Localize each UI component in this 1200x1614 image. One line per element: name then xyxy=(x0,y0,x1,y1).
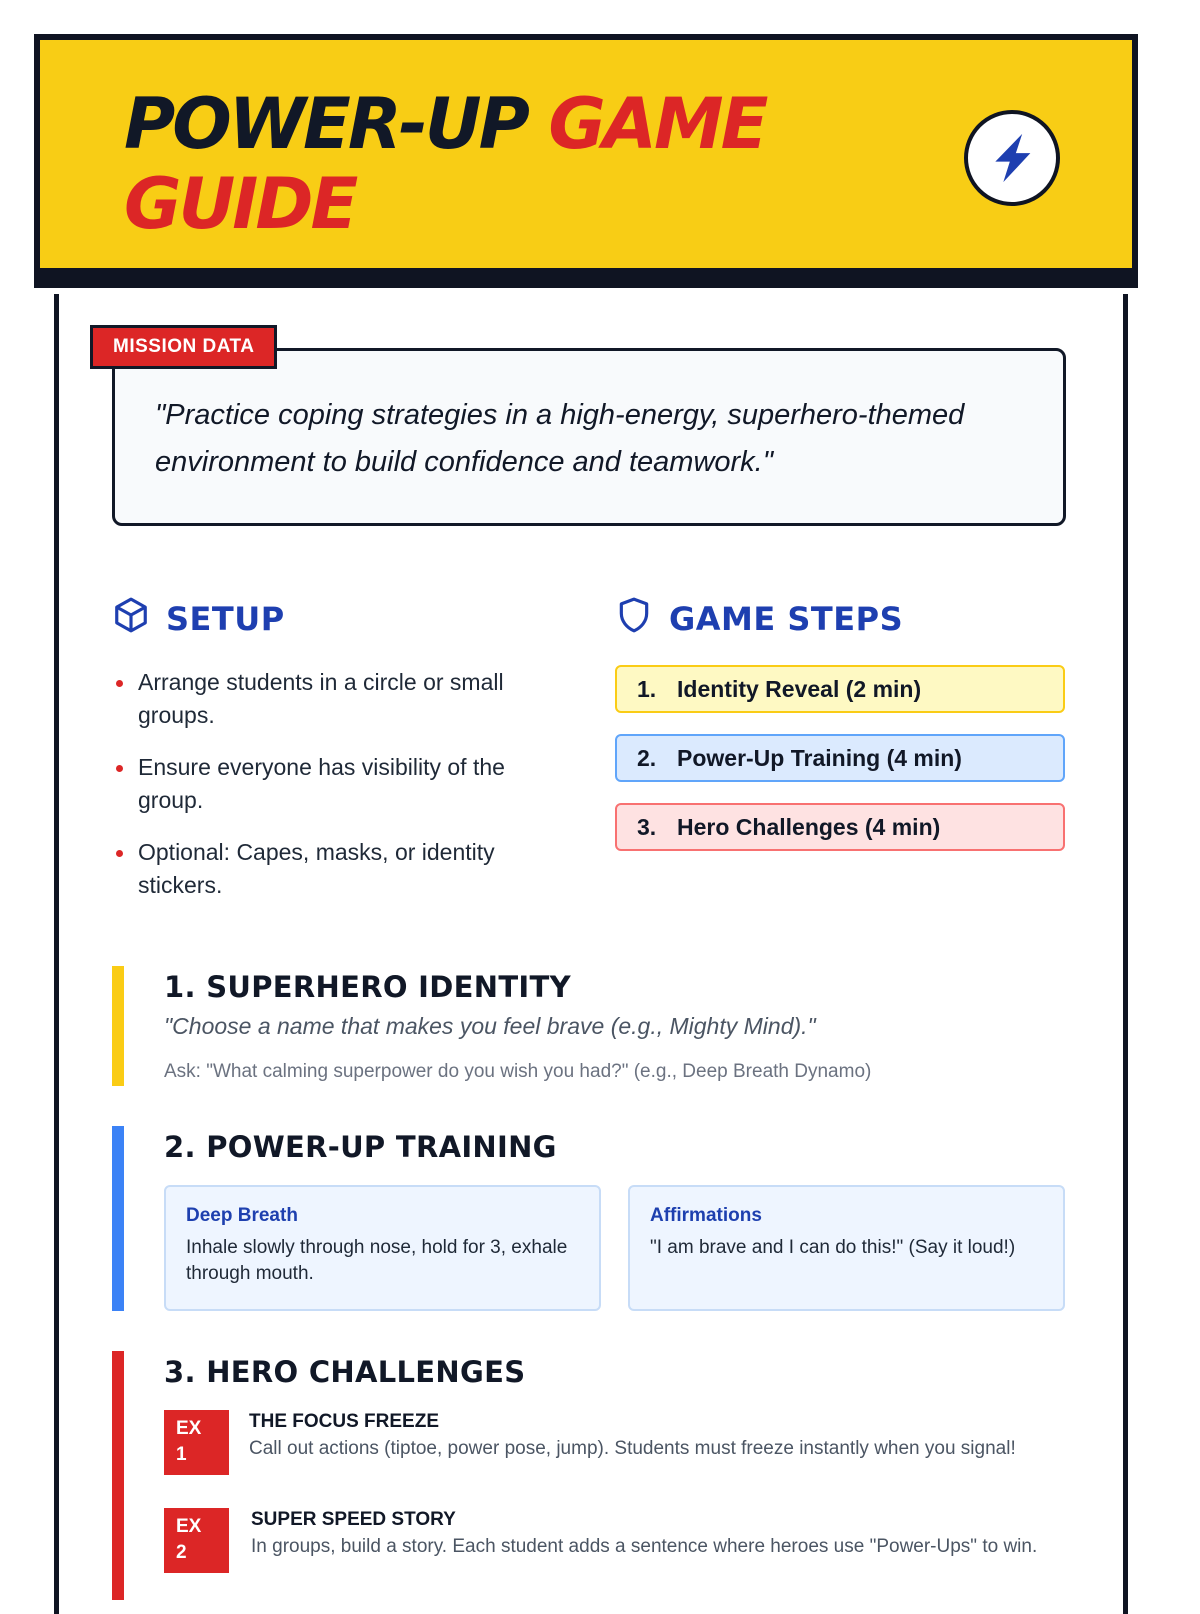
title-part-1: POWER-UP xyxy=(124,83,527,165)
step-label: Identity Reveal (2 min) xyxy=(677,675,922,702)
card-title: Affirmations xyxy=(650,1205,762,1226)
title-part-2: GAME GUIDE xyxy=(124,83,766,245)
identity-heading: 1. SUPERHERO IDENTITY xyxy=(164,970,571,1004)
challenge-desc-1: Call out actions (tiptoe, power pose, jump). Students must freeze instantly when you signal! xyxy=(249,1438,1016,1459)
list-item: Optional: Capes, masks, or identity stickers. xyxy=(112,836,552,902)
challenge-badge-2: EX 2 xyxy=(164,1508,229,1573)
bullet-dot xyxy=(116,680,123,687)
list-item: Arrange students in a circle or small groups. xyxy=(112,666,552,732)
game-step-1 xyxy=(615,665,1065,713)
bullet-dot xyxy=(116,850,123,857)
bullet-dot xyxy=(116,765,123,772)
page-title xyxy=(124,84,904,244)
setup-list xyxy=(112,666,552,921)
challenge-title-2: SUPER SPEED STORY xyxy=(251,1509,456,1530)
identity-ask: Ask: "What calming superpower do you wish you had?" (e.g., Deep Breath Dynamo) xyxy=(164,1061,872,1082)
cube-icon xyxy=(112,596,150,642)
setup-heading xyxy=(112,596,285,642)
step-number: 2. xyxy=(637,744,657,771)
setup-heading-label: SETUP xyxy=(166,600,285,638)
challenge-title-1: THE FOCUS FREEZE xyxy=(249,1411,440,1432)
card-title: Deep Breath xyxy=(186,1205,298,1226)
mission-quote: "Practice coping strategies in a high-energy, superhero-themed environment to build confidence and teamwork." xyxy=(155,399,965,478)
header-banner xyxy=(34,34,1138,274)
section-accent-bar-red xyxy=(112,1351,124,1600)
training-card-deep-breath xyxy=(164,1185,601,1311)
mission-tag: MISSION DATA xyxy=(90,325,277,369)
list-item: Ensure everyone has visibility of the group. xyxy=(112,751,552,817)
challenge-desc-2: In groups, build a story. Each student adds a sentence where heroes use "Power-Ups" to win. xyxy=(251,1536,1038,1557)
step-number: 3. xyxy=(637,813,657,840)
card-body: "I am brave and I can do this!" (Say it loud!) xyxy=(650,1237,1016,1258)
game-steps-heading xyxy=(615,596,903,642)
training-heading: 2. POWER-UP TRAINING xyxy=(164,1130,557,1164)
step-label: Hero Challenges (4 min) xyxy=(677,813,941,840)
training-card-affirmations xyxy=(628,1185,1065,1311)
identity-quote: "Choose a name that makes you feel brave (e.g., Mighty Mind)." xyxy=(164,1013,816,1039)
challenge-badge-1: EX 1 xyxy=(164,1410,229,1475)
section-accent-bar-yellow xyxy=(112,966,124,1086)
game-steps-heading-label: GAME STEPS xyxy=(669,600,904,638)
card-body: Inhale slowly through nose, hold for 3, exhale through mouth. xyxy=(186,1237,568,1284)
challenges-heading: 3. HERO CHALLENGES xyxy=(164,1355,526,1389)
step-number: 1. xyxy=(637,675,657,702)
game-step-2 xyxy=(615,734,1065,782)
step-label: Power-Up Training (4 min) xyxy=(677,744,962,771)
section-accent-bar-blue xyxy=(112,1126,124,1311)
shield-icon xyxy=(615,596,653,642)
lightning-bolt-icon xyxy=(964,110,1060,206)
game-step-3 xyxy=(615,803,1065,851)
